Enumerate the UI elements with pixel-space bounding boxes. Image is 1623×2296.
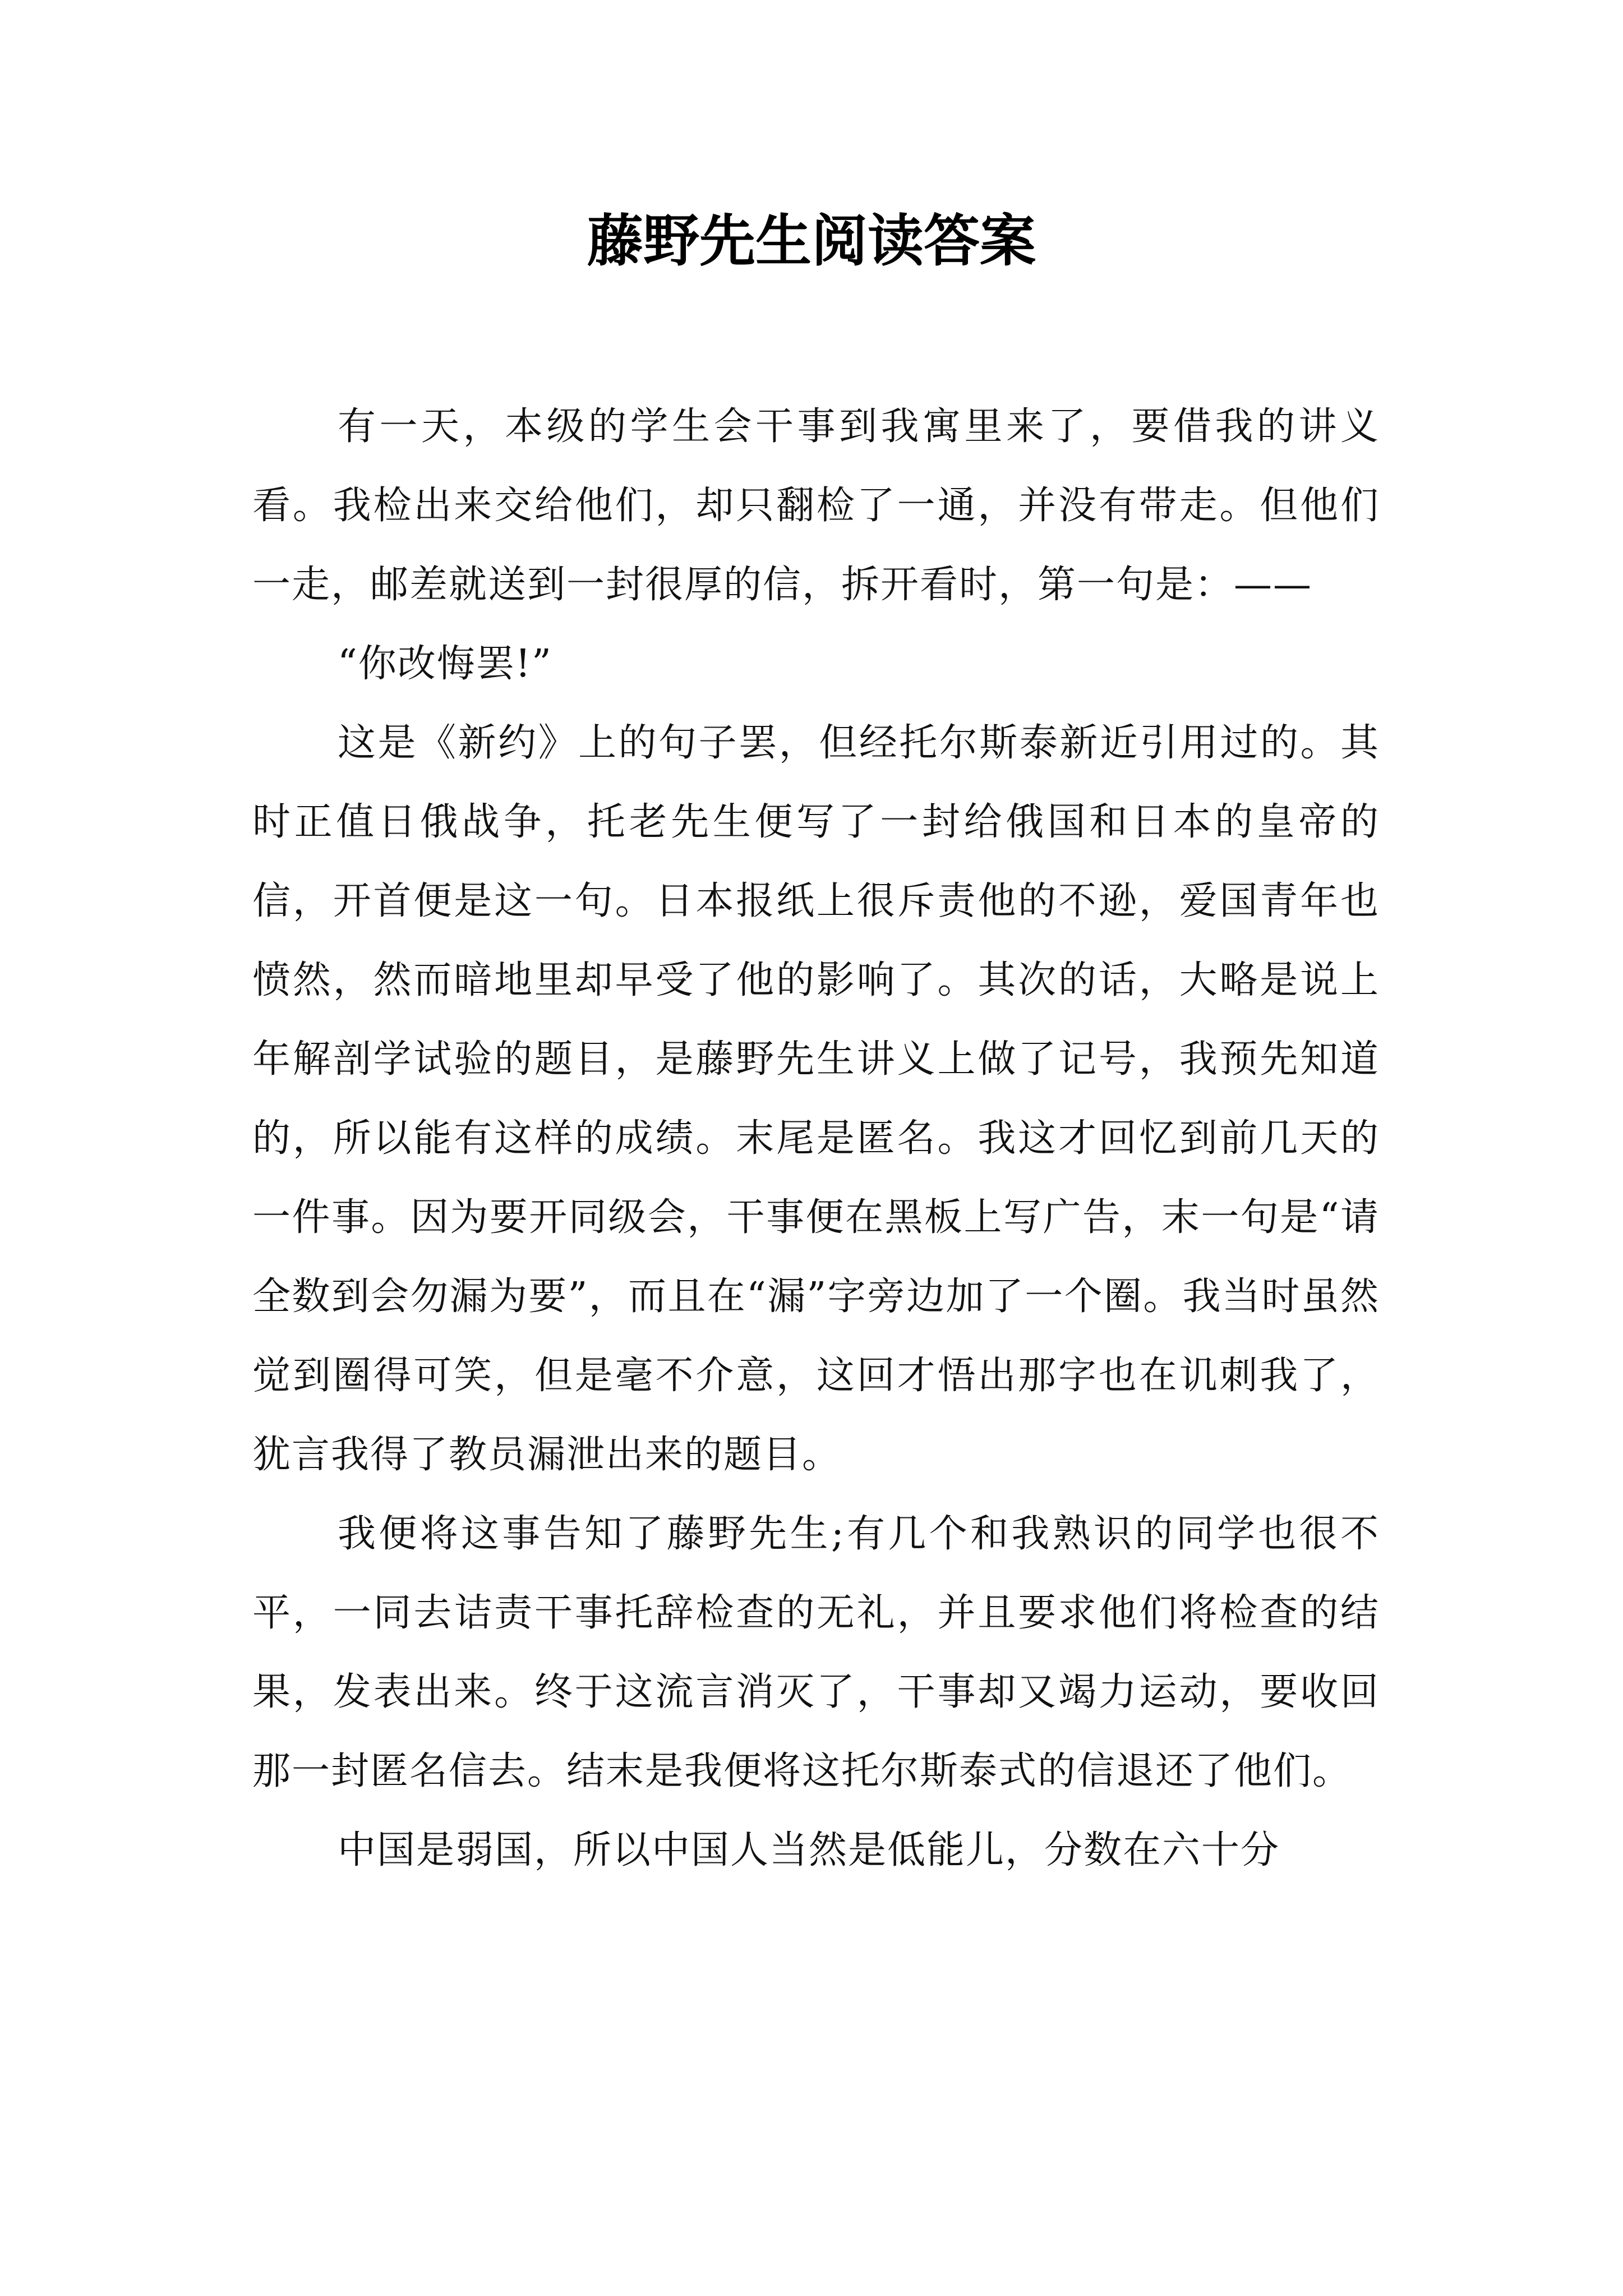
- paragraph-4: 我便将这事告知了藤野先生;有几个和我熟识的同学也很不平，一同去诘责干事托辞检查的无礼，并且要求他们将检查的结果，发表出来。终于这流言消灭了，干事却又竭力运动，要收回那一封匿名信去。结末是我便将这托尔斯泰式的信退还了他们。: [252, 1512, 1380, 1793]
- paragraph-3: 这是《新约》上的句子罢，但经托尔斯泰新近引用过的。其时正值日俄战争，托老先生便写了一封给俄国和日本的皇帝的信，开首便是这一句。日本报纸上很斥责他的不逊，爱国青年也愤然，然而暗地里却早受了他的影响了。其次的话，大略是说上年解剖学试验的题目，是藤野先生讲义上做了记号，我预先知道的，所以能有这样的成绩。末尾是匿名。我这才回忆到前几天的一件事。因为要开同级会，干事便在黑板上写广告，末一句是“请全数到会勿漏为要”，而且在“漏”字旁边加了一个圈。我当时虽然觉到圈得可笑，但是毫不介意，这回才悟出那字也在讥刺我了，犹言我得了教员漏泄出来的题目。: [252, 721, 1380, 1477]
- paragraph-2-quote: “你改悔罢!”: [338, 642, 552, 686]
- paragraph-5: 中国是弱国，所以中国人当然是低能儿，分数在六十分: [338, 1828, 1280, 1872]
- document-title: 藤野先生阅读答案: [587, 208, 1036, 274]
- paragraph-1: 有一天，本级的学生会干事到我寓里来了，要借我的讲义看。我检出来交给他们，却只翻检了一通，并没有带走。但他们一走，邮差就送到一封很厚的信，拆开看时，第一句是：——: [252, 404, 1380, 607]
- document-body: [252, 387, 1380, 1890]
